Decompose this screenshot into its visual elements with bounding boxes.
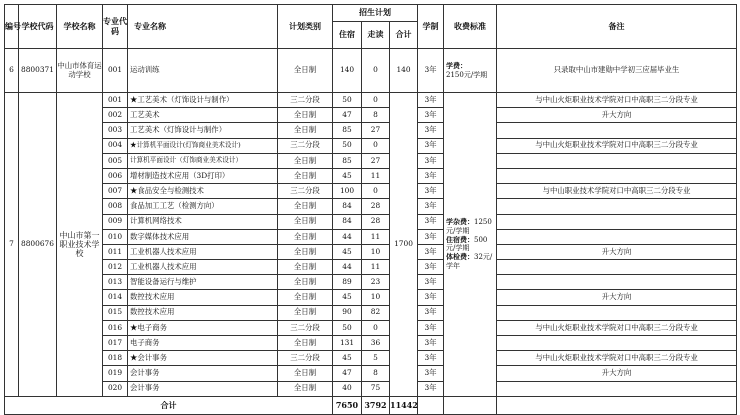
boarding-count: 44 [333,260,362,275]
plan-type: 三二分段 [278,138,333,153]
major-code: 014 [103,290,128,305]
table-row [5,244,737,259]
fee-label: 学费： [446,60,467,70]
table-row [5,168,737,183]
day-count: 27 [362,123,390,138]
remark [497,123,737,138]
totals-row [5,396,737,414]
major-code: 006 [103,168,128,183]
table-row [5,138,737,153]
boarding-count: 50 [333,138,362,153]
major-name: 工业机器人技术应用 [128,260,278,275]
fee-exam-label: 体检费： [446,252,474,262]
major-name: ★食品安全与检测技术 [128,184,278,199]
remark [497,168,737,183]
boarding-count: 45 [333,244,362,259]
remark: 与中山职业技术学院对口中高职三二分段专业 [497,184,737,199]
day-count: 0 [362,93,390,108]
header-boarding: 住宿 [333,22,362,49]
major-code: 007 [103,184,128,199]
remark: 与中山火炬职业技术学院对口中高职三二分段专业 [497,93,737,108]
table-row [5,214,737,229]
boarding-count: 50 [333,93,362,108]
boarding-count: 84 [333,199,362,214]
years: 3年 [418,290,444,305]
day-count: 0 [362,138,390,153]
plan-type: 三二分段 [278,184,333,199]
major-code: 012 [103,260,128,275]
enrollment-table [4,4,737,415]
header-years: 学制 [418,5,444,49]
major-code: 001 [103,93,128,108]
major-name: 电子商务 [128,336,278,351]
day-count: 5 [362,351,390,366]
major-name: 计算机网络技术 [128,214,278,229]
plan-type: 全日制 [278,336,333,351]
remark [497,381,737,396]
day-count: 8 [362,366,390,381]
years: 3年 [418,336,444,351]
school-name: 中山市第一职业技术学校 [57,93,103,397]
major-name: 数控技术应用 [128,290,278,305]
major-code: 016 [103,320,128,335]
totals-label: 合计 [5,396,333,414]
totals-day: 3792 [362,396,390,414]
fee-value: 2150元/学期 [446,70,488,79]
header-major-code: 专业代码 [103,5,128,49]
total-count: 140 [390,49,418,93]
major-name: 工艺美术（灯饰设计与制作） [128,123,278,138]
table-row [5,260,737,275]
remark: 只录取中山市建勋中学初三应届毕业生 [497,49,737,93]
fee-exam-value: 32元/学年 [446,253,493,270]
header-school-name: 学校名称 [57,5,103,49]
plan-type: 全日制 [278,199,333,214]
boarding-count: 140 [333,49,362,93]
major-name: 工业机器人技术应用 [128,244,278,259]
plan-type: 全日制 [278,244,333,259]
plan-type: 全日制 [278,153,333,168]
fee-cell [444,49,497,93]
header-school-code: 学校代码 [19,5,57,49]
table-row [5,290,737,305]
major-name: ★会计事务 [128,351,278,366]
major-name: ★计算机平面设计(灯饰商业美术设计) [128,138,278,153]
table-row [5,229,737,244]
table-row [5,123,737,138]
table-row [5,93,737,108]
major-code: 013 [103,275,128,290]
school-total-count: 1700 [390,93,418,397]
years: 3年 [418,199,444,214]
plan-type: 全日制 [278,229,333,244]
fee-dorm-label: 住宿费： [446,234,474,244]
day-count: 0 [362,49,390,93]
table-row [5,108,737,123]
plan-type: 全日制 [278,123,333,138]
totals-boarding: 7650 [333,396,362,414]
header-major-name: 专业名称 [128,5,278,49]
major-code: 009 [103,214,128,229]
table-row [5,305,737,320]
remark [497,199,737,214]
day-count: 11 [362,168,390,183]
major-code: 020 [103,381,128,396]
header-plan-type: 计划类别 [278,5,333,49]
remark [497,260,737,275]
major-code: 002 [103,108,128,123]
boarding-count: 40 [333,381,362,396]
boarding-count: 131 [333,336,362,351]
major-code: 015 [103,305,128,320]
years: 3年 [418,153,444,168]
school-code: 8800676 [19,93,57,397]
plan-type: 全日制 [278,108,333,123]
plan-type: 全日制 [278,49,333,93]
major-name: 数控技术应用 [128,305,278,320]
boarding-count: 45 [333,168,362,183]
school-id: 7 [5,93,19,397]
major-code: 001 [103,49,128,93]
plan-type: 全日制 [278,275,333,290]
table-row [5,275,737,290]
major-code: 017 [103,336,128,351]
major-name: 运动训练 [128,49,278,93]
day-count: 0 [362,320,390,335]
years: 3年 [418,305,444,320]
table-row [5,153,737,168]
fee-cell [444,93,497,397]
boarding-count: 50 [333,320,362,335]
major-code: 010 [103,229,128,244]
table-row [5,184,737,199]
remark [497,336,737,351]
table-row [5,199,737,214]
boarding-count: 89 [333,275,362,290]
remark: 升大方向 [497,244,737,259]
table-row [5,336,737,351]
major-name: 工艺美术 [128,108,278,123]
plan-type: 全日制 [278,290,333,305]
years: 3年 [418,168,444,183]
school-code: 8800371 [19,49,57,93]
plan-type: 三二分段 [278,320,333,335]
major-name: 会计事务 [128,381,278,396]
remark [497,153,737,168]
major-name: 食品加工工艺（检测方向） [128,199,278,214]
remark: 与中山火炬职业技术学院对口中高职三二分段专业 [497,351,737,366]
day-count: 75 [362,381,390,396]
header-id: 编号 [5,5,19,49]
boarding-count: 90 [333,305,362,320]
major-name: 会计事务 [128,366,278,381]
table-row [5,366,737,381]
plan-type: 全日制 [278,366,333,381]
remark: 升大方向 [497,366,737,381]
table-row [5,320,737,335]
table-row [5,49,737,93]
years: 3年 [418,138,444,153]
years: 3年 [418,320,444,335]
major-code: 018 [103,351,128,366]
plan-type: 全日制 [278,381,333,396]
fee-tuition-label: 学杂费： [446,217,474,227]
day-count: 23 [362,275,390,290]
boarding-count: 45 [333,351,362,366]
boarding-count: 44 [333,229,362,244]
day-count: 82 [362,305,390,320]
years: 3年 [418,214,444,229]
day-count: 28 [362,214,390,229]
major-name: ★工艺美术（灯饰设计与制作） [128,93,278,108]
major-name: 增材制造技术应用（3D打印） [128,168,278,183]
major-code: 011 [103,244,128,259]
major-code: 019 [103,366,128,381]
boarding-count: 47 [333,108,362,123]
plan-type: 三二分段 [278,351,333,366]
fee-dorm-value: 500元/学期 [446,235,488,253]
plan-type: 全日制 [278,305,333,320]
years: 3年 [418,184,444,199]
day-count: 11 [362,260,390,275]
years: 3年 [418,366,444,381]
boarding-count: 84 [333,214,362,229]
boarding-count: 47 [333,366,362,381]
boarding-count: 45 [333,290,362,305]
day-count: 10 [362,244,390,259]
boarding-count: 85 [333,153,362,168]
remark: 与中山火炬职业技术学院对口中高职三二分段专业 [497,320,737,335]
day-count: 11 [362,229,390,244]
table-row [5,351,737,366]
years: 3年 [418,49,444,93]
school-id: 6 [5,49,19,93]
major-code: 003 [103,123,128,138]
day-count: 10 [362,290,390,305]
years: 3年 [418,275,444,290]
remark: 升大方向 [497,108,737,123]
major-name: ★电子商务 [128,320,278,335]
totals-total: 11442 [390,396,418,414]
years: 3年 [418,229,444,244]
plan-type: 全日制 [278,214,333,229]
day-count: 28 [362,199,390,214]
major-code: 005 [103,153,128,168]
header-enroll-plan: 招生计划 [333,5,418,22]
table-row [5,381,737,396]
major-code: 008 [103,199,128,214]
school-name: 中山市体育运动学校 [57,49,103,93]
remark [497,275,737,290]
header-day: 走读 [362,22,390,49]
header-fee: 收费标准 [444,5,497,49]
major-code: 004 [103,138,128,153]
day-count: 0 [362,184,390,199]
boarding-count: 85 [333,123,362,138]
years: 3年 [418,93,444,108]
boarding-count: 100 [333,184,362,199]
years: 3年 [418,244,444,259]
remark [497,214,737,229]
day-count: 36 [362,336,390,351]
remark: 升大方向 [497,290,737,305]
major-name: 计算机平面设计（灯饰商业美术设计） [128,153,278,168]
plan-type: 三二分段 [278,93,333,108]
years: 3年 [418,260,444,275]
plan-type: 全日制 [278,168,333,183]
major-name: 数字媒体技术应用 [128,229,278,244]
years: 3年 [418,108,444,123]
years: 3年 [418,381,444,396]
remark [497,305,737,320]
day-count: 8 [362,108,390,123]
years: 3年 [418,351,444,366]
fee-tuition-value: 1250元/学期 [446,218,492,235]
remark [497,229,737,244]
major-name: 智能设备运行与维护 [128,275,278,290]
plan-type: 全日制 [278,260,333,275]
day-count: 27 [362,153,390,168]
header-remark: 备注 [497,5,737,49]
remark: 与中山火炬职业技术学院对口中高职三二分段专业 [497,138,737,153]
header-total: 合计 [390,22,418,49]
years: 3年 [418,123,444,138]
